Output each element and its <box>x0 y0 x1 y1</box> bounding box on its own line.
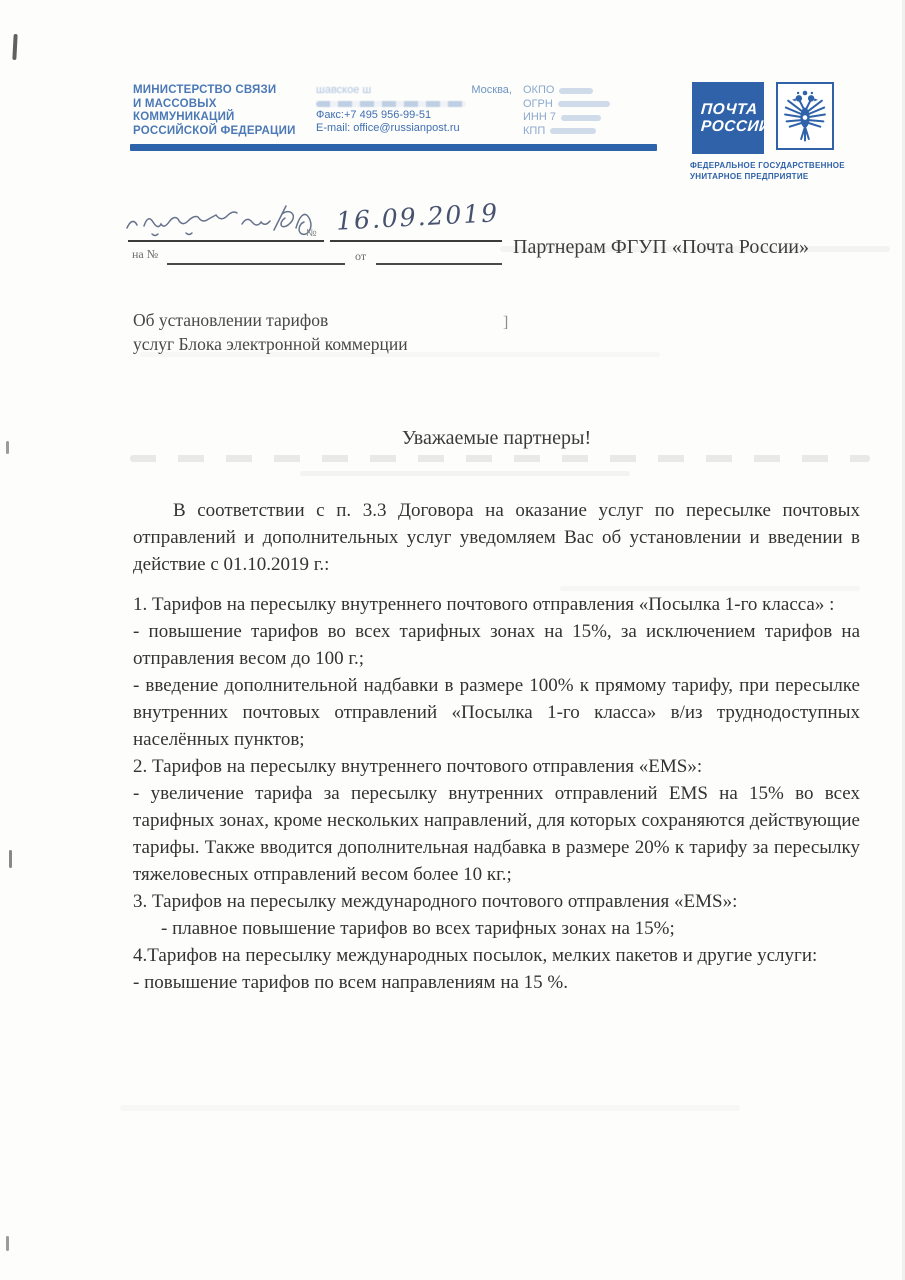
subject-line: Об установлении тарифов <box>133 310 329 330</box>
brand-word: РОССИИ <box>700 118 772 135</box>
subject-line: услуг Блока электронной коммерции <box>133 334 408 354</box>
body-paragraph: В соответствии с п. 3.3 Договора на оказание услуг по пересылке почтовых отправлений и дополнительных услуг уведомляем Вас об установлении и введении в действие с 01.10.2019 г.: <box>133 500 860 575</box>
org-type-caption <box>690 160 890 182</box>
double-headed-eagle-icon <box>782 88 828 144</box>
body-paragraph: - повышение тарифов во всех тарифных зонах на 15%, за исключением тарифов на отправления весом до 100 г.; <box>133 621 860 669</box>
eagle-emblem-box <box>776 82 834 150</box>
letterhead-rule <box>130 144 657 151</box>
russian-post-logo <box>692 82 772 154</box>
address-fragment: шавское ш <box>316 84 372 96</box>
body-paragraph: - введение дополнительной надбавки в размере 100% к прямому тарифу, при пересылке внутренних почтовых отправлений «Посылка 1-го класса» в/из труднодоступных населённых пунктов; <box>133 675 860 750</box>
illegible-faded-line <box>316 101 466 107</box>
body-paragraph: - увеличение тарифа за пересылку внутренних отправлений EMS на 15% во всех тарифных зонах, кроме нескольких направлений, для которых сохраняются действующие тарифы. Также вводится дополнительная надбавка в размере 20% к тарифу за пересылку тяжеловесных отправлений весом более 10 кг.; <box>133 783 860 885</box>
requisite-label: ОКПО <box>523 84 555 96</box>
fax-line: Факс:+7 495 956-99-51 <box>316 108 432 121</box>
scan-mark <box>6 441 9 454</box>
scan-mark <box>9 850 12 868</box>
illegible-smudge <box>550 128 596 134</box>
stray-bracket-artifact: ] <box>503 314 509 331</box>
requisite-line <box>523 125 663 139</box>
brand-word: ПОЧТА <box>700 101 759 118</box>
requisite-line <box>523 111 663 125</box>
letter-body <box>133 497 860 996</box>
handwritten-date: 16.09.2019 <box>335 198 500 236</box>
body-paragraph: - повышение тарифов по всем направлениям на 15 %. <box>133 972 568 993</box>
na-number-underline <box>167 263 345 265</box>
scan-streak <box>130 455 870 462</box>
requisite-line <box>523 98 663 112</box>
letterhead-contacts <box>316 84 512 136</box>
na-number-label: на № <box>132 247 159 261</box>
handwritten-scrawl <box>124 202 336 240</box>
letterhead-requisites <box>523 84 663 138</box>
letterhead-ministry <box>133 84 313 138</box>
illegible-smudge <box>558 101 610 107</box>
scan-mark <box>12 34 17 60</box>
ot-label: от <box>355 249 367 263</box>
scan-streak <box>120 1105 740 1111</box>
ministry-line: МИНИСТЕРСТВО СВЯЗИ <box>133 84 277 96</box>
body-paragraph: 2. Тарифов на пересылку внутреннего почтового отправления «EMS»: <box>133 756 703 777</box>
requisite-line <box>523 84 663 98</box>
number-sign-label: № <box>306 228 317 239</box>
email-line: E-mail: office@russianpost.ru <box>316 122 460 134</box>
ministry-line: РОССИЙСКОЙ ФЕДЕРАЦИИ <box>133 124 296 137</box>
body-paragraph: 4.Тарифов на пересылку международных посылок, мелких пакетов и другие услуги: <box>133 945 818 966</box>
illegible-smudge <box>561 115 601 121</box>
org-type-line: ФЕДЕРАЛЬНОЕ ГОСУДАРСТВЕННОЕ <box>690 161 845 170</box>
requisite-label: ИНН 7 <box>523 111 556 123</box>
requisite-label: ОГРН <box>523 97 553 110</box>
subject-block <box>133 308 408 356</box>
illegible-smudge <box>559 88 593 94</box>
salutation: Уважаемые партнеры! <box>401 427 592 449</box>
body-paragraph: 1. Тарифов на пересылку внутреннего почтового отправления «Посылка 1-го класса» : <box>133 594 835 615</box>
recipient-line: Партнерам ФГУП «Почта России» <box>513 236 810 258</box>
org-type-line: УНИТАРНОЕ ПРЕДПРИЯТИЕ <box>690 172 809 181</box>
address-line <box>316 84 512 98</box>
scan-streak <box>300 471 630 476</box>
body-paragraph: - плавное повышение тарифов во всех тарифных зонах на 15%; <box>161 918 675 939</box>
requisite-label: КПП <box>523 124 546 137</box>
ot-underline <box>376 263 502 265</box>
scan-mark <box>6 1236 9 1251</box>
ministry-line: И МАССОВЫХ КОММУНИКАЦИЙ <box>133 97 235 123</box>
reference-underline <box>128 240 324 242</box>
address-city: Москва, <box>471 84 512 96</box>
body-paragraph: 3. Тарифов на пересылку международного почтового отправления «EMS»: <box>133 891 738 912</box>
date-underline <box>330 240 502 242</box>
